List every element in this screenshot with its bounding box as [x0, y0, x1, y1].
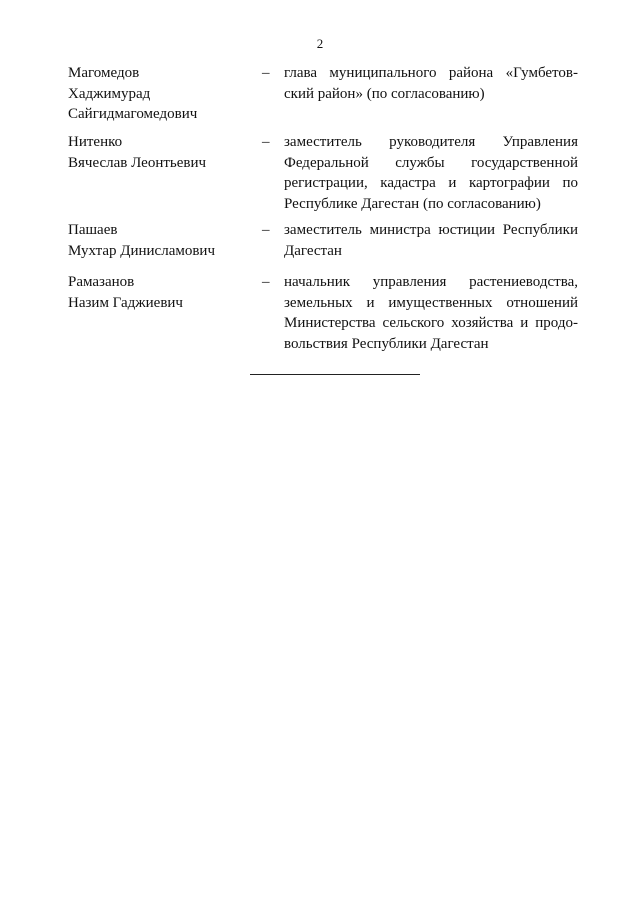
member-name [68, 220, 258, 261]
member-role-line: земельных и имущественных отношений [284, 294, 578, 311]
member-role-line: вольствия Республики Дагестан [284, 335, 489, 352]
member-name-line: Мухтар Динисламович [68, 242, 215, 259]
member-role [284, 272, 578, 354]
member-name [68, 63, 258, 125]
member-name-line: Пашаев [68, 222, 118, 238]
member-role-line: заместитель руководителя Управления [284, 134, 578, 150]
member-role-line: Дагестан [284, 242, 342, 259]
member-role-line: заместитель министра юстиции Республики [284, 222, 578, 238]
member-name-line: Сайгидмагомедович [68, 106, 198, 122]
member-role [284, 63, 578, 104]
member-role-line: регистрации, кадастра и картографии по [284, 175, 578, 191]
member-role-line: глава муниципального района «Гумбетов- [284, 65, 578, 81]
member-role-line: Министерства сельского хозяйства и продо- [284, 315, 578, 331]
member-name-line: Вячеслав Леонтьевич [68, 154, 207, 171]
member-name-line: Нитенко [68, 134, 123, 150]
dash-separator: – [262, 65, 270, 81]
member-name [68, 272, 258, 313]
end-separator-line [250, 374, 420, 375]
member-role [284, 132, 578, 214]
member-role-line: начальник управления растениеводства, [284, 274, 578, 290]
member-name-line: Назим Гаджиевич [68, 294, 183, 311]
member-name-line: Рамазанов [68, 274, 135, 290]
member-role-line: Федеральной службы государственной [284, 154, 578, 171]
dash-separator: – [262, 274, 270, 290]
dash-separator: – [262, 222, 270, 238]
dash-separator: – [262, 134, 270, 150]
member-name-line: Магомедов [68, 65, 140, 81]
member-role-line: Республике Дагестан (по согласованию) [284, 195, 541, 212]
member-name [68, 132, 258, 173]
member-name-line: Хаджимурад [68, 85, 151, 102]
member-role-line: ский район» (по согласованию) [284, 85, 485, 102]
member-role [284, 220, 578, 261]
page-number: 2 [316, 36, 324, 51]
